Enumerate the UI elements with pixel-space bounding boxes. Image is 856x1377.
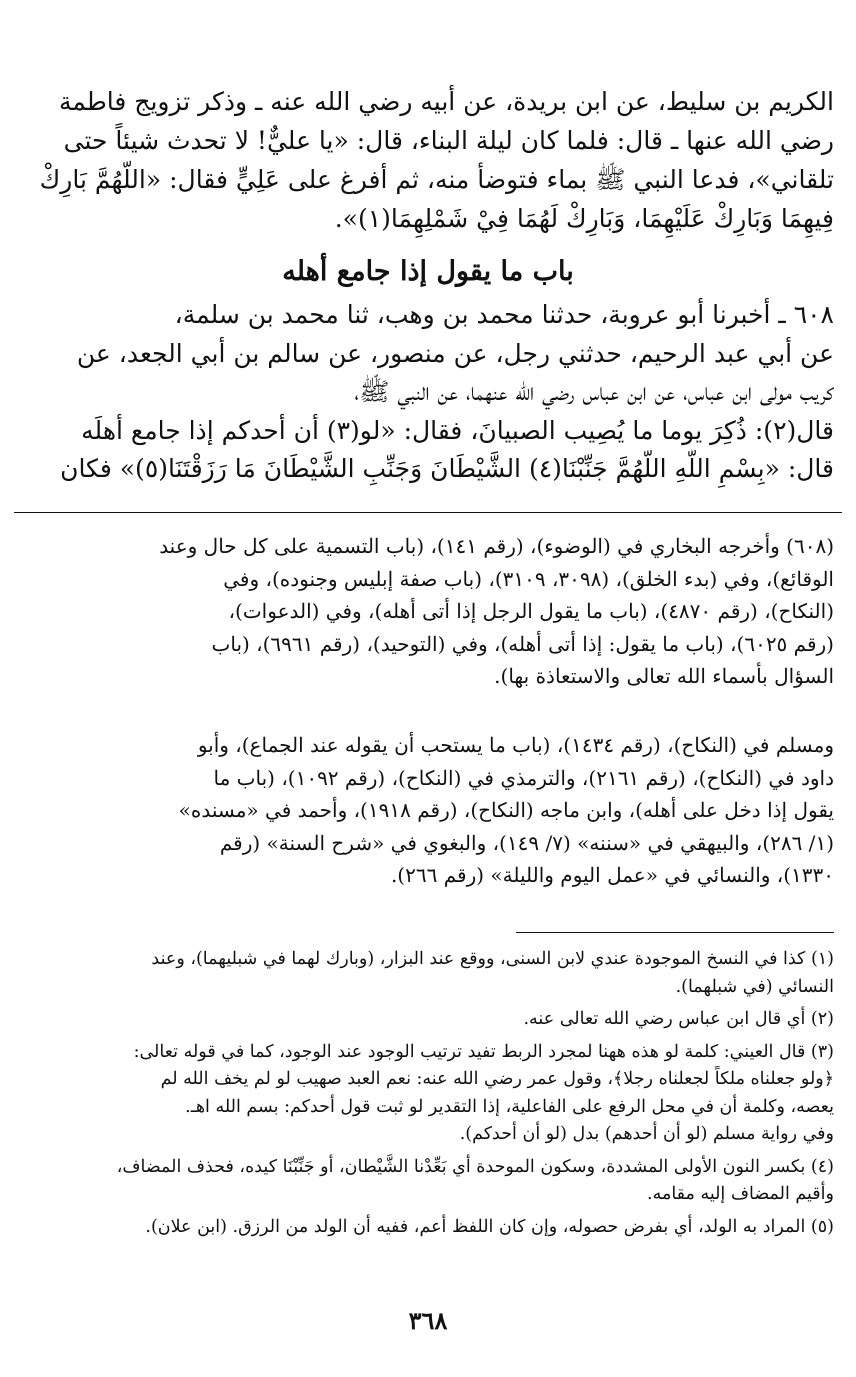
footnote-1	[20, 946, 834, 1001]
footnote-line: وأقيم المضاف إليه مقامه.	[647, 1184, 834, 1204]
main-text-continuation	[20, 82, 834, 238]
hadith-line: كريب مولى ابن عباس، عن ابن عباس رضي الله عنهما، عن النبي ﷺ،	[354, 377, 834, 406]
footnote-line: (١) كذا في النسخ الموجودة عندي لابن السنى، ووقع عند البزار، (وبارك لهما في شبليهما)، وعند	[151, 949, 834, 969]
footnote-line: (٤) بكسر النون الأولى المشددة، وسكون الموحدة أي بَعِّدْنا الشَّيْطان، أو جَنِّبْنَا كيده، فحذف المضاف،	[116, 1156, 834, 1177]
takhrij-line: السؤال بأسماء الله تعالى والاستعاذة بها).	[494, 664, 834, 688]
hadith-line: عن أبي عبد الرحيم، حدثني رجل، عن منصور، عن سالم بن أبي الجعد، عن	[76, 338, 834, 368]
takhrij-paragraph-bukhari	[20, 530, 834, 693]
hadith-line: ٦٠٨ ـ أخبرنا أبو عروبة، حدثنا محمد بن وهب، ثنا محمد بن سلمة،	[174, 300, 834, 329]
takhrij-line: ١٣٣٠)، والنسائي في «عمل اليوم والليلة» (رقم ٢٦٦).	[390, 863, 834, 887]
footnote-2	[20, 1006, 834, 1034]
takhrij-line: ومسلم في (النكاح)، (رقم ١٤٣٤)، (باب ما يستحب أن يقوله عند الجماع)، وأبو	[197, 733, 834, 757]
takhrij-line: (١/ ٢٨٦)، والبيهقي في «سننه» (٧/ ١٤٩)، والبغوي في «شرح السنة» (رقم	[219, 830, 834, 855]
chapter-heading: باب ما يقول إذا جامع أهله	[282, 256, 574, 287]
footnote-line: النسائي (في شبلهما).	[675, 976, 834, 997]
main-text-line: رضي الله عنها ـ قال: فلما كان ليلة البناء، قال: «يا عليٌّ! لا تحدث شيئاً حتى	[63, 126, 834, 155]
takhrij-line: الوقائع)، وفي (بدء الخلق)، (٣٠٩٨، ٣١٠٩)، (باب صفة إبليس وجنوده)، وفي	[223, 566, 834, 591]
takhrij-line: يقول إذا دخل على أهله)، وابن ماجه (النكاح)، (رقم ١٩١٨)، وأحمد في «مسنده»	[178, 798, 834, 822]
footnote-line: (٢) أي قال ابن عباس رضي الله تعالى عنه.	[523, 1009, 834, 1029]
main-text-line: تلقاني»، فدعا النبي ﷺ بماء فتوضأ منه، ثم أفرغ على عَلِيٍّ فقال: «اللَّهُمَّ بَارِكْ	[39, 165, 834, 194]
takhrij-paragraph-muslim	[20, 729, 834, 892]
footnote-line: (٣) قال العيني: كلمة لو هذه ههنا لمجرد الربط تفيد ترتيب الوجود عند الوجود، كما في قوله تعالى:	[133, 1041, 834, 1062]
hadith-608	[20, 296, 834, 489]
footnote-4	[20, 1154, 834, 1209]
footnote-5	[20, 1214, 834, 1242]
takhrij-line: (رقم ٦٠٢٥)، (باب ما يقول: إذا أتى أهله)، وفي (التوحيد)، (رقم ٦٩٦١)، (باب	[211, 631, 834, 656]
takhrij-line: داود في (النكاح)، (رقم ٢١٦١)، والترمذي في (النكاح)، (رقم ١٠٩٢)، (باب ما	[213, 765, 834, 790]
takhrij-line: (النكاح)، (رقم ٤٨٧٠)، (باب ما يقول الرجل إذا أتى أهله)، وفي (الدعوات)،	[228, 599, 834, 623]
takhrij-line: (٦٠٨) وأخرجه البخاري في (الوضوء)، (رقم ١٤١)، (باب التسمية على كل حال وعند	[159, 534, 834, 558]
main-text-line: الكريم بن سليط، عن ابن بريدة، عن أبيه رضي الله عنه ـ وذكر تزويج فاطمة	[59, 87, 834, 116]
footnotes-divider-rule	[516, 932, 834, 933]
footnote-line: يعصه، وكلمة أن في محل الرفع على الفاعلية، إذا التقدير لو ثبت قول أحدكم: بسم الله اهـ.	[185, 1096, 834, 1117]
main-text-line: فِيهِمَا وَبَارِكْ عَلَيْهِمَا، وَبَارِكْ لَهُمَا فِيْ شَمْلِهِمَا(١)».	[334, 204, 834, 233]
main-divider-rule	[14, 512, 842, 513]
footnote-line: وفي رواية مسلم (لو أن أحدهم) بدل (لو أن أحدكم).	[459, 1124, 834, 1144]
page-number: ٣٦٨	[408, 1306, 448, 1335]
footnote-line: ﴿ولو جعلناه ملكاً لجعلناه رجلا﴾، وقول عمر رضي الله عنه: نعم العبد صهيب لو لم يخف الله لم	[160, 1069, 834, 1089]
footnote-line: (٥) المراد به الولد، أي بفرض حصوله، وإن كان اللفظ أعم، ففيه أن الولد من الرزق. (ابن علان).	[145, 1216, 834, 1237]
hadith-line: قال(٢): ذُكِرَ يوما ما يُصِيب الصبيانَ، فقال: «لو(٣) أن أحدكم إذا جامع أهلَه	[81, 415, 834, 445]
hadith-line: قال: «بِسْمِ اللَّهِ اللَّهُمَّ جَنِّبْنَا(٤) الشَّيْطَانَ وَجَنِّبِ الشَّيْطَانَ مَا رَزَقْتَنَا(٥)» فكان	[60, 454, 834, 483]
footnote-3	[20, 1039, 834, 1149]
footnotes	[20, 946, 834, 1246]
